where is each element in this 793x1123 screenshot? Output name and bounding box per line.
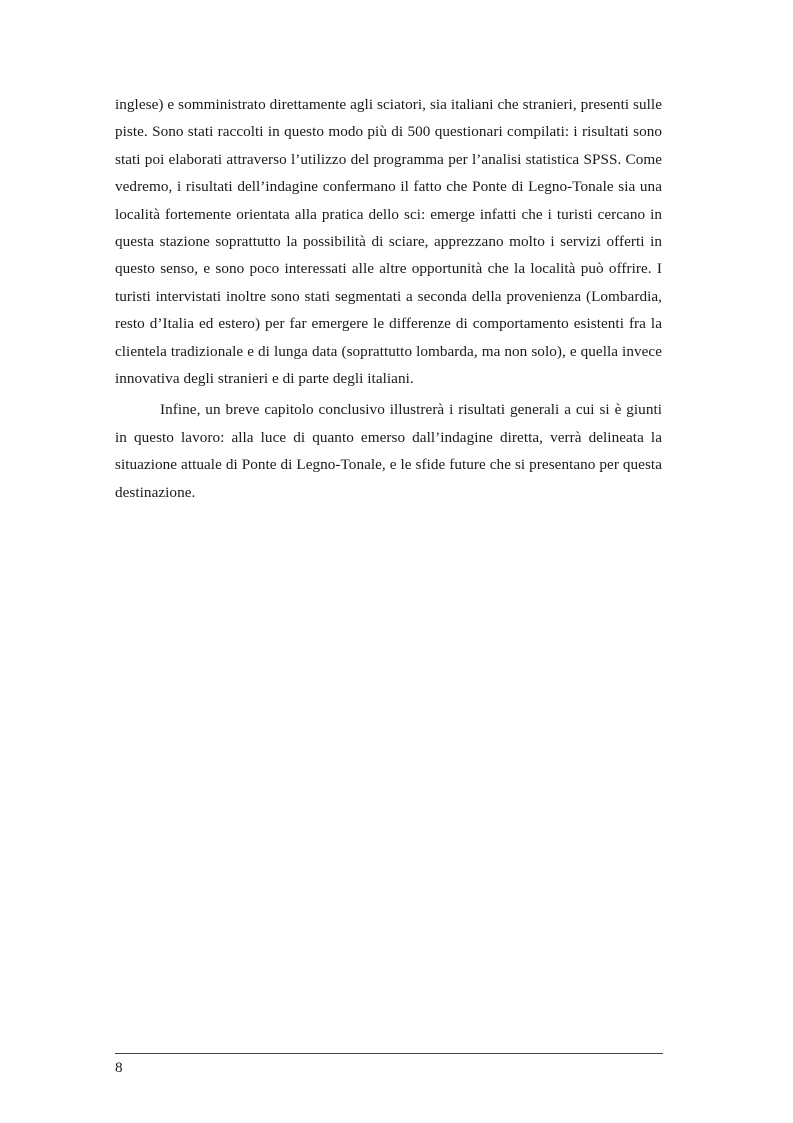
paragraph-conclusion: Infine, un breve capitolo conclusivo illustrerà i risultati generali a cui si è giunti in questo lavoro: alla luce di quanto emerso dall’indagine diretta, verrà delineata la situazione attuale di Ponte di Legno-Tonale, e le sfide future che si presentano per questa destinazione. bbox=[115, 401, 662, 501]
page-number: 8 bbox=[115, 1059, 123, 1076]
paragraph-continued: inglese) e somministrato direttamente agli sciatori, sia italiani che stranieri, presenti sulle piste. Sono stati raccolti in questo modo più di 500 questionari compilati: i risultati sono stati poi elaborati attraverso l’utilizzo del programma per l’analisi statistica SPSS. Come vedremo, i risultati dell’indagine confermano il fatto che Ponte di Legno-Tonale sia una località fortemente orientata alla pratica dello sci: emerge infatti che i turisti cercano in questa stazione soprattutto la possibilità di sciare, apprezzano molto i servizi offerti in questo senso, e sono poco interessati alle altre opportunità che la località può offrire. I turisti intervistati inoltre sono stati segmentati a seconda della provenienza (Lombardia, resto d’Italia ed estero) per far emergere le differenze di comportamento esistenti fra la clientela tradizionale e di lunga data (soprattutto lombarda, ma non solo), e quella invece innovativa degli stranieri e di parte degli italiani. bbox=[115, 96, 662, 388]
body-text bbox=[115, 91, 662, 506]
footer-divider bbox=[115, 1053, 663, 1054]
